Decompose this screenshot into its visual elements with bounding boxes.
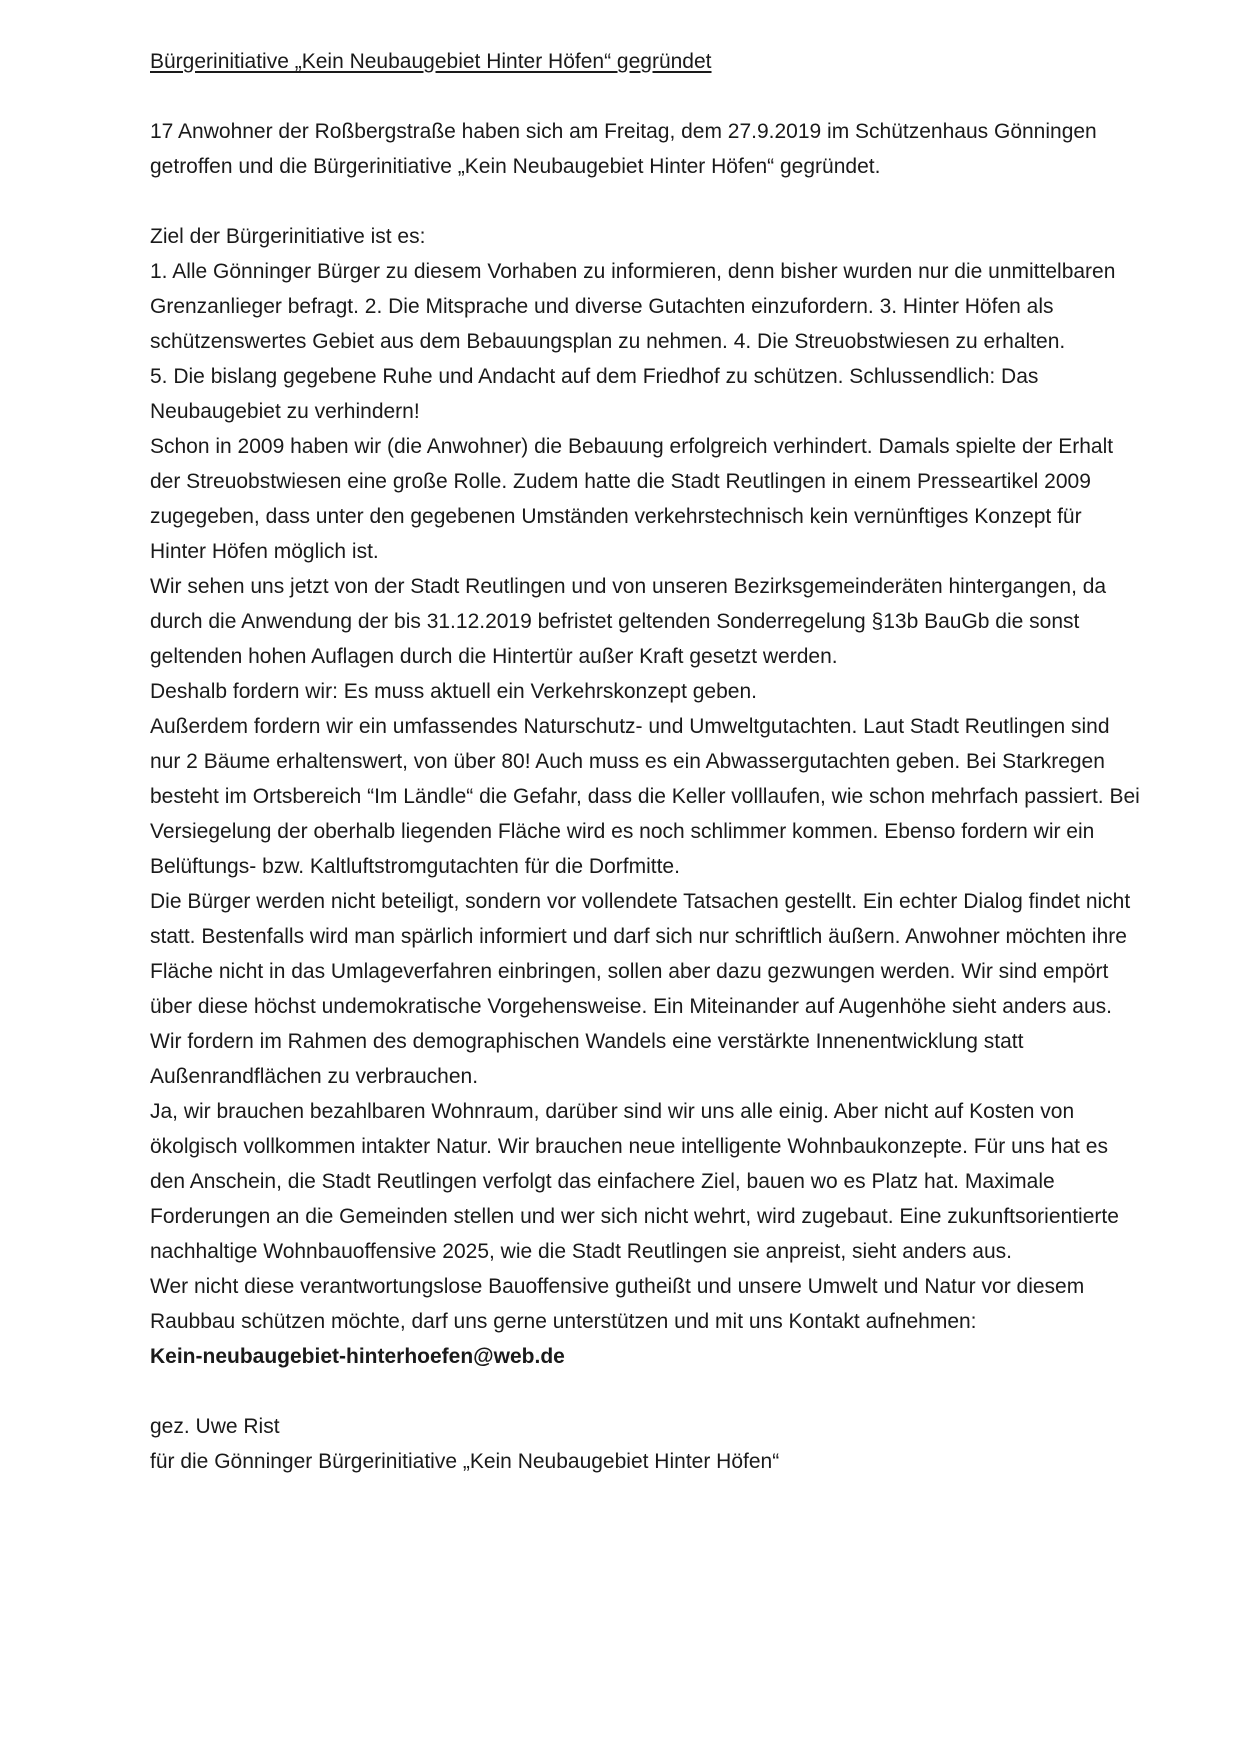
- contact-email[interactable]: Kein-neubaugebiet-hinterhoefen@web.de: [150, 1345, 565, 1368]
- paragraph-wohnraum: Ja, wir brauchen bezahlbaren Wohnraum, darüber sind wir uns alle einig. Aber nicht auf Kosten von ökolgisch vollkommen intakter Natur. Wir brauchen neue intelligente Wohnbaukonzepte. Für uns hat es den Anschein, die Stadt Reutlingen verfolgt das einfachere Ziel, bauen wo es Platz hat. Maximale Forderungen an die Gemeinden stellen und wer sich nicht wehrt, wird zugebaut. Eine zukunftsorientierte nachhaltige Wohnbauoffensive 2025, wie die Stadt Reutlingen sie anpreist, sieht anders aus.: [150, 1100, 1119, 1263]
- paragraph-kontakt: Wer nicht diese verantwortungslose Bauoffensive gutheißt und unsere Umwelt und Natur vor diesem Raubbau schützen möchte, darf uns gerne unterstützen und mit uns Kontakt aufnehmen:: [150, 1275, 1085, 1333]
- spacer: [150, 79, 1140, 114]
- spacer: [150, 1374, 1140, 1409]
- spacer: [150, 184, 1140, 219]
- signature-organization: für die Gönninger Bürgerinitiative „Kein Neubaugebiet Hinter Höfen“: [150, 1450, 780, 1473]
- paragraph-2009: Schon in 2009 haben wir (die Anwohner) die Bebauung erfolgreich verhindert. Damals spielte der Erhalt der Streuobstwiesen eine große Rolle. Zudem hatte die Stadt Reutlingen in einem Presseartikel 2009 zugegeben, dass unter den gegebenen Umständen verkehrstechnisch kein vernünftiges Konzept für Hinter Höfen möglich ist.: [150, 435, 1114, 563]
- document-title: Bürgerinitiative „Kein Neubaugebiet Hinter Höfen“ gegründet: [150, 50, 712, 73]
- signature-name: gez. Uwe Rist: [150, 1415, 280, 1438]
- intro-paragraph: 17 Anwohner der Roßbergstraße haben sich am Freitag, dem 27.9.2019 im Schützenhaus Gönningen getroffen und die Bürgerinitiative „Kein Neubaugebiet Hinter Höfen“ gegründet.: [150, 120, 1097, 178]
- document-page: [150, 44, 1140, 1479]
- goals-heading: Ziel der Bürgerinitiative ist es:: [150, 225, 426, 248]
- goal-5: 5. Die bislang gegebene Ruhe und Andacht auf dem Friedhof zu schützen. Schlussendlich: Das Neubaugebiet zu verhindern!: [150, 365, 1039, 423]
- paragraph-innenentwicklung: Wir fordern im Rahmen des demographischen Wandels eine verstärkte Innenentwicklung statt Außenrandflächen zu verbrauchen.: [150, 1030, 1024, 1088]
- paragraph-buerger: Die Bürger werden nicht beteiligt, sondern vor vollendete Tatsachen gestellt. Ein echter Dialog findet nicht statt. Bestenfalls wird man spärlich informiert und darf sich nur schriftlich äußern. Anwohner möchten ihre Fläche nicht in das Umlageverfahren einbringen, sollen aber dazu gezwungen werden. Wir sind empört über diese höchst undemokratische Vorgehensweise. Ein Miteinander auf Augenhöhe sieht anders aus.: [150, 890, 1131, 1018]
- paragraph-gutachten: Außerdem fordern wir ein umfassendes Naturschutz- und Umweltgutachten. Laut Stadt Reutlingen sind nur 2 Bäume erhaltenswert, von über 80! Auch muss es ein Abwassergutachten geben. Bei Starkregen besteht im Ortsbereich “Im Ländle“ die Gefahr, dass die Keller volllaufen, wie schon mehrfach passiert. Bei Versiegelung der oberhalb liegenden Fläche wird es noch schlimmer kommen. Ebenso fordern wir ein Belüftungs- bzw. Kaltluftstromgutachten für die Dorfmitte.: [150, 715, 1140, 878]
- paragraph-verkehrskonzept: Deshalb fordern wir: Es muss aktuell ein Verkehrskonzept geben.: [150, 680, 757, 703]
- goals-list-1-4: 1. Alle Gönninger Bürger zu diesem Vorhaben zu informieren, denn bisher wurden nur die unmittelbaren Grenzanlieger befragt. 2. Die Mitsprache und diverse Gutachten einzufordern. 3. Hinter Höfen als schützenswertes Gebiet aus dem Bebauungsplan zu nehmen. 4. Die Streuobstwiesen zu erhalten.: [150, 260, 1116, 353]
- paragraph-hintergangen: Wir sehen uns jetzt von der Stadt Reutlingen und von unseren Bezirksgemeinderäten hintergangen, da durch die Anwendung der bis 31.12.2019 befristet geltenden Sonderregelung §13b BauGb die sonst geltenden hohen Auflagen durch die Hintertür außer Kraft gesetzt werden.: [150, 575, 1107, 668]
